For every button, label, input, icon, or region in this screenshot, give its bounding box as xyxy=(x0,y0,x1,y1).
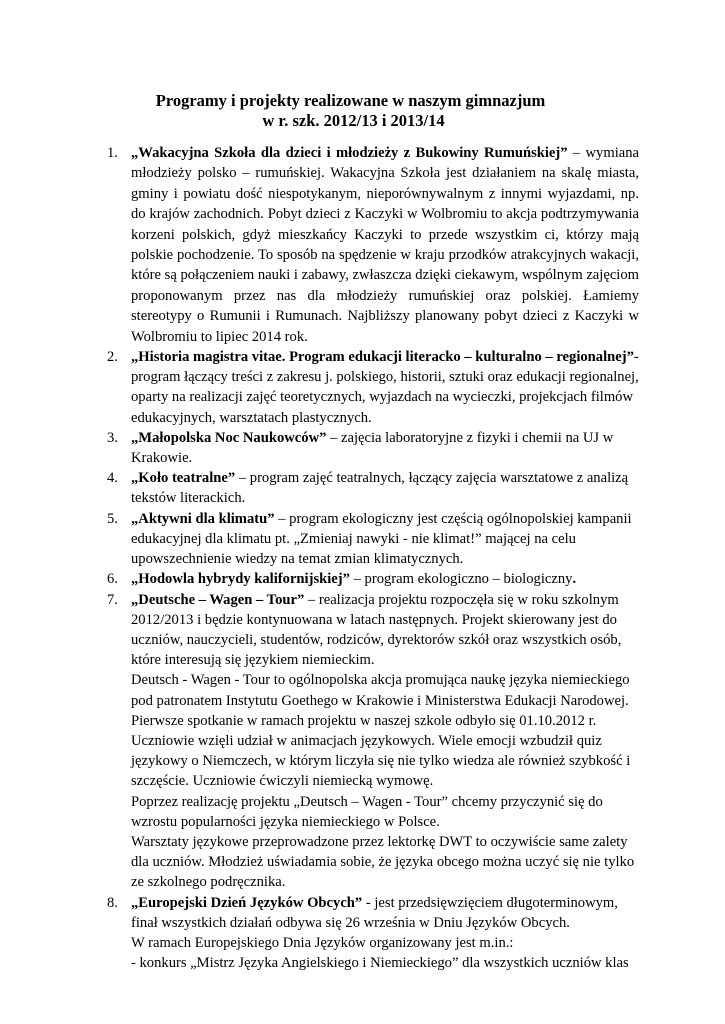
program-list xyxy=(0,143,725,973)
list-item-body xyxy=(131,143,639,347)
program-name: „Europejski Dzień Języków Obcych” xyxy=(131,894,363,911)
list-item-7 xyxy=(0,590,725,893)
list-item-body xyxy=(131,468,639,508)
list-item-6 xyxy=(0,569,725,589)
list-number: 3. xyxy=(107,429,118,446)
list-number: 7. xyxy=(107,591,118,608)
program-name: „Hodowla hybrydy kalifornijskiej” xyxy=(131,571,350,588)
list-item-body xyxy=(131,893,639,974)
program-description: – zajęcia laboratoryjne z fizyki i chemii na UJ w Krakowie. xyxy=(131,429,614,467)
list-number: 8. xyxy=(107,894,118,911)
list-number: 5. xyxy=(107,510,118,527)
program-name: „Koło teatralne” xyxy=(131,470,236,487)
program-description: – program ekologiczny jest częścią ogólnopolskiej kampanii edukacyjnej dla klimatu pt. „Zmieniaj nawyki - nie klimat!” mającej na celu upowszechnienie wiedzy na temat zmian klimatycznych. xyxy=(131,510,632,568)
program-name: „Deutsche – Wagen – Tour” xyxy=(131,591,305,608)
list-number: 4. xyxy=(107,470,118,487)
list-item-5 xyxy=(0,509,725,570)
program-description: – wymiana młodzieży polsko – rumuńskiej. Wakacyjna Szkoła jest działaniem na skalę miasta, gminy i powiatu dość niespotykanym, nieporównywalnym z innymi wyjazdami, np. do krajów zachodnich. Pobyt dzieci z Kaczyki w Wolbromiu to akcja podtrzymywania korzeni polskich, gdyż mieszkańcy Kaczyki to przede wszystkim ci, którzy mają polskie pochodzenie. To sposób na spędzenie w kraju przodków atrakcyjnych wakacji, które są połączeniem nauki i zabawy, zwłaszcza dzięki ciekawym, wspólnym zajęciom proponowanym przez nas dla młodzieży rumuńskiej oraz polskiej. Łamiemy stereotypy o Rumunii i Rumunach. Najbliższy planowany pobyt dzieci z Kaczyki w Wolbromiu to lipiec 2014 rok. xyxy=(131,145,640,345)
list-item-1 xyxy=(0,143,725,347)
list-number: 1. xyxy=(107,145,118,161)
program-description: - program łączący treści z zakresu j. polskiego, historii, sztuki oraz edukacji regionalnej, oparty na realizacji zajęć teoretycznych, wyjazdach na wycieczki, projekcjach filmów edukacyjnych, warsztatach plastycznych. xyxy=(131,349,639,426)
program-name: „Historia magistra vitae. Program edukacji literacko – kulturalno – regionalnej” xyxy=(131,349,634,366)
program-name: „Aktywni dla klimatu” xyxy=(131,510,275,527)
program-description: – program zajęć teatralnych, łączący zajęcia warsztatowe z analizą tekstów literackich. xyxy=(131,470,629,507)
program-name: „Małopolska Noc Naukowców” xyxy=(131,429,327,446)
list-item-body xyxy=(131,590,639,893)
paragraph: - konkurs „Mistrz Języka Angielskiego i Niemieckiego” dla wszystkich uczniów klas xyxy=(131,955,629,972)
paragraph: Warsztaty językowe przeprowadzone przez lektorkę DWT to oczywiście same zalety dla uczniów. Młodzież uświadamia sobie, że języka obcego można uczyć się nie tylko ze szkolnego podręcznika. xyxy=(131,833,635,891)
bold-period: . xyxy=(572,571,577,588)
list-item-4 xyxy=(0,468,725,508)
document-title-line2: w r. szk. 2012/13 i 2013/14 xyxy=(262,111,445,130)
paragraph: W ramach Europejskiego Dnia Języków organizowany jest m.in.: xyxy=(131,934,514,951)
list-number: 2. xyxy=(107,349,118,366)
document-title-line1: Programy i projekty realizowane w naszym gimnazjum xyxy=(155,91,546,110)
paragraph: Poprzez realizację projektu „Deutsch – Wagen - Tour” chcemy przyczynić się do wzrostu popularności języka niemieckiego w Polsce. xyxy=(131,793,603,830)
list-item-3 xyxy=(0,428,725,468)
program-name: „Wakacyjna Szkoła dla dzieci i młodzieży z Bukowiny Rumuńskiej” xyxy=(131,145,568,161)
list-number: 6. xyxy=(107,571,118,588)
program-description: – realizacja projektu rozpoczęła się w roku szkolnym 2012/2013 i będzie kontynuowana w latach następnych. Projekt skierowany jest do uczniów, nauczycieli, studentów, rodziców, dyrektorów szkół oraz wszystkich osób, które interesują się językiem niemieckim. xyxy=(131,591,622,669)
list-item-body xyxy=(131,428,639,468)
program-description: - jest przedsięwzięciem długoterminowym, finał wszystkich działań odbywa się 26 września w Dniu Języków Obcych. xyxy=(131,894,618,931)
list-item-body xyxy=(131,569,639,589)
list-item-body xyxy=(131,347,639,428)
list-item-2 xyxy=(0,347,725,428)
list-item-body xyxy=(131,509,639,570)
paragraph: Deutsch - Wagen - Tour to ogólnopolska akcja promująca naukę języka niemieckiego pod patronatem Instytutu Goethego w Krakowie i Ministerstwa Edukacji Narodowej. Pierwsze spotkanie w ramach projektu w naszej szkole odbyło się 01.10.2012 r. Uczniowie wzięli udział w animacjach językowych. Wiele emocji wzbudził quiz językowy o Niemczech, w którym liczyła się nie tylko wiedza ale również szybkość i szczęście. Uczniowie ćwiczyli niemiecką wymowę. xyxy=(131,672,631,790)
program-description: – program ekologiczno – biologiczny xyxy=(349,571,573,588)
list-item-8 xyxy=(0,893,725,974)
